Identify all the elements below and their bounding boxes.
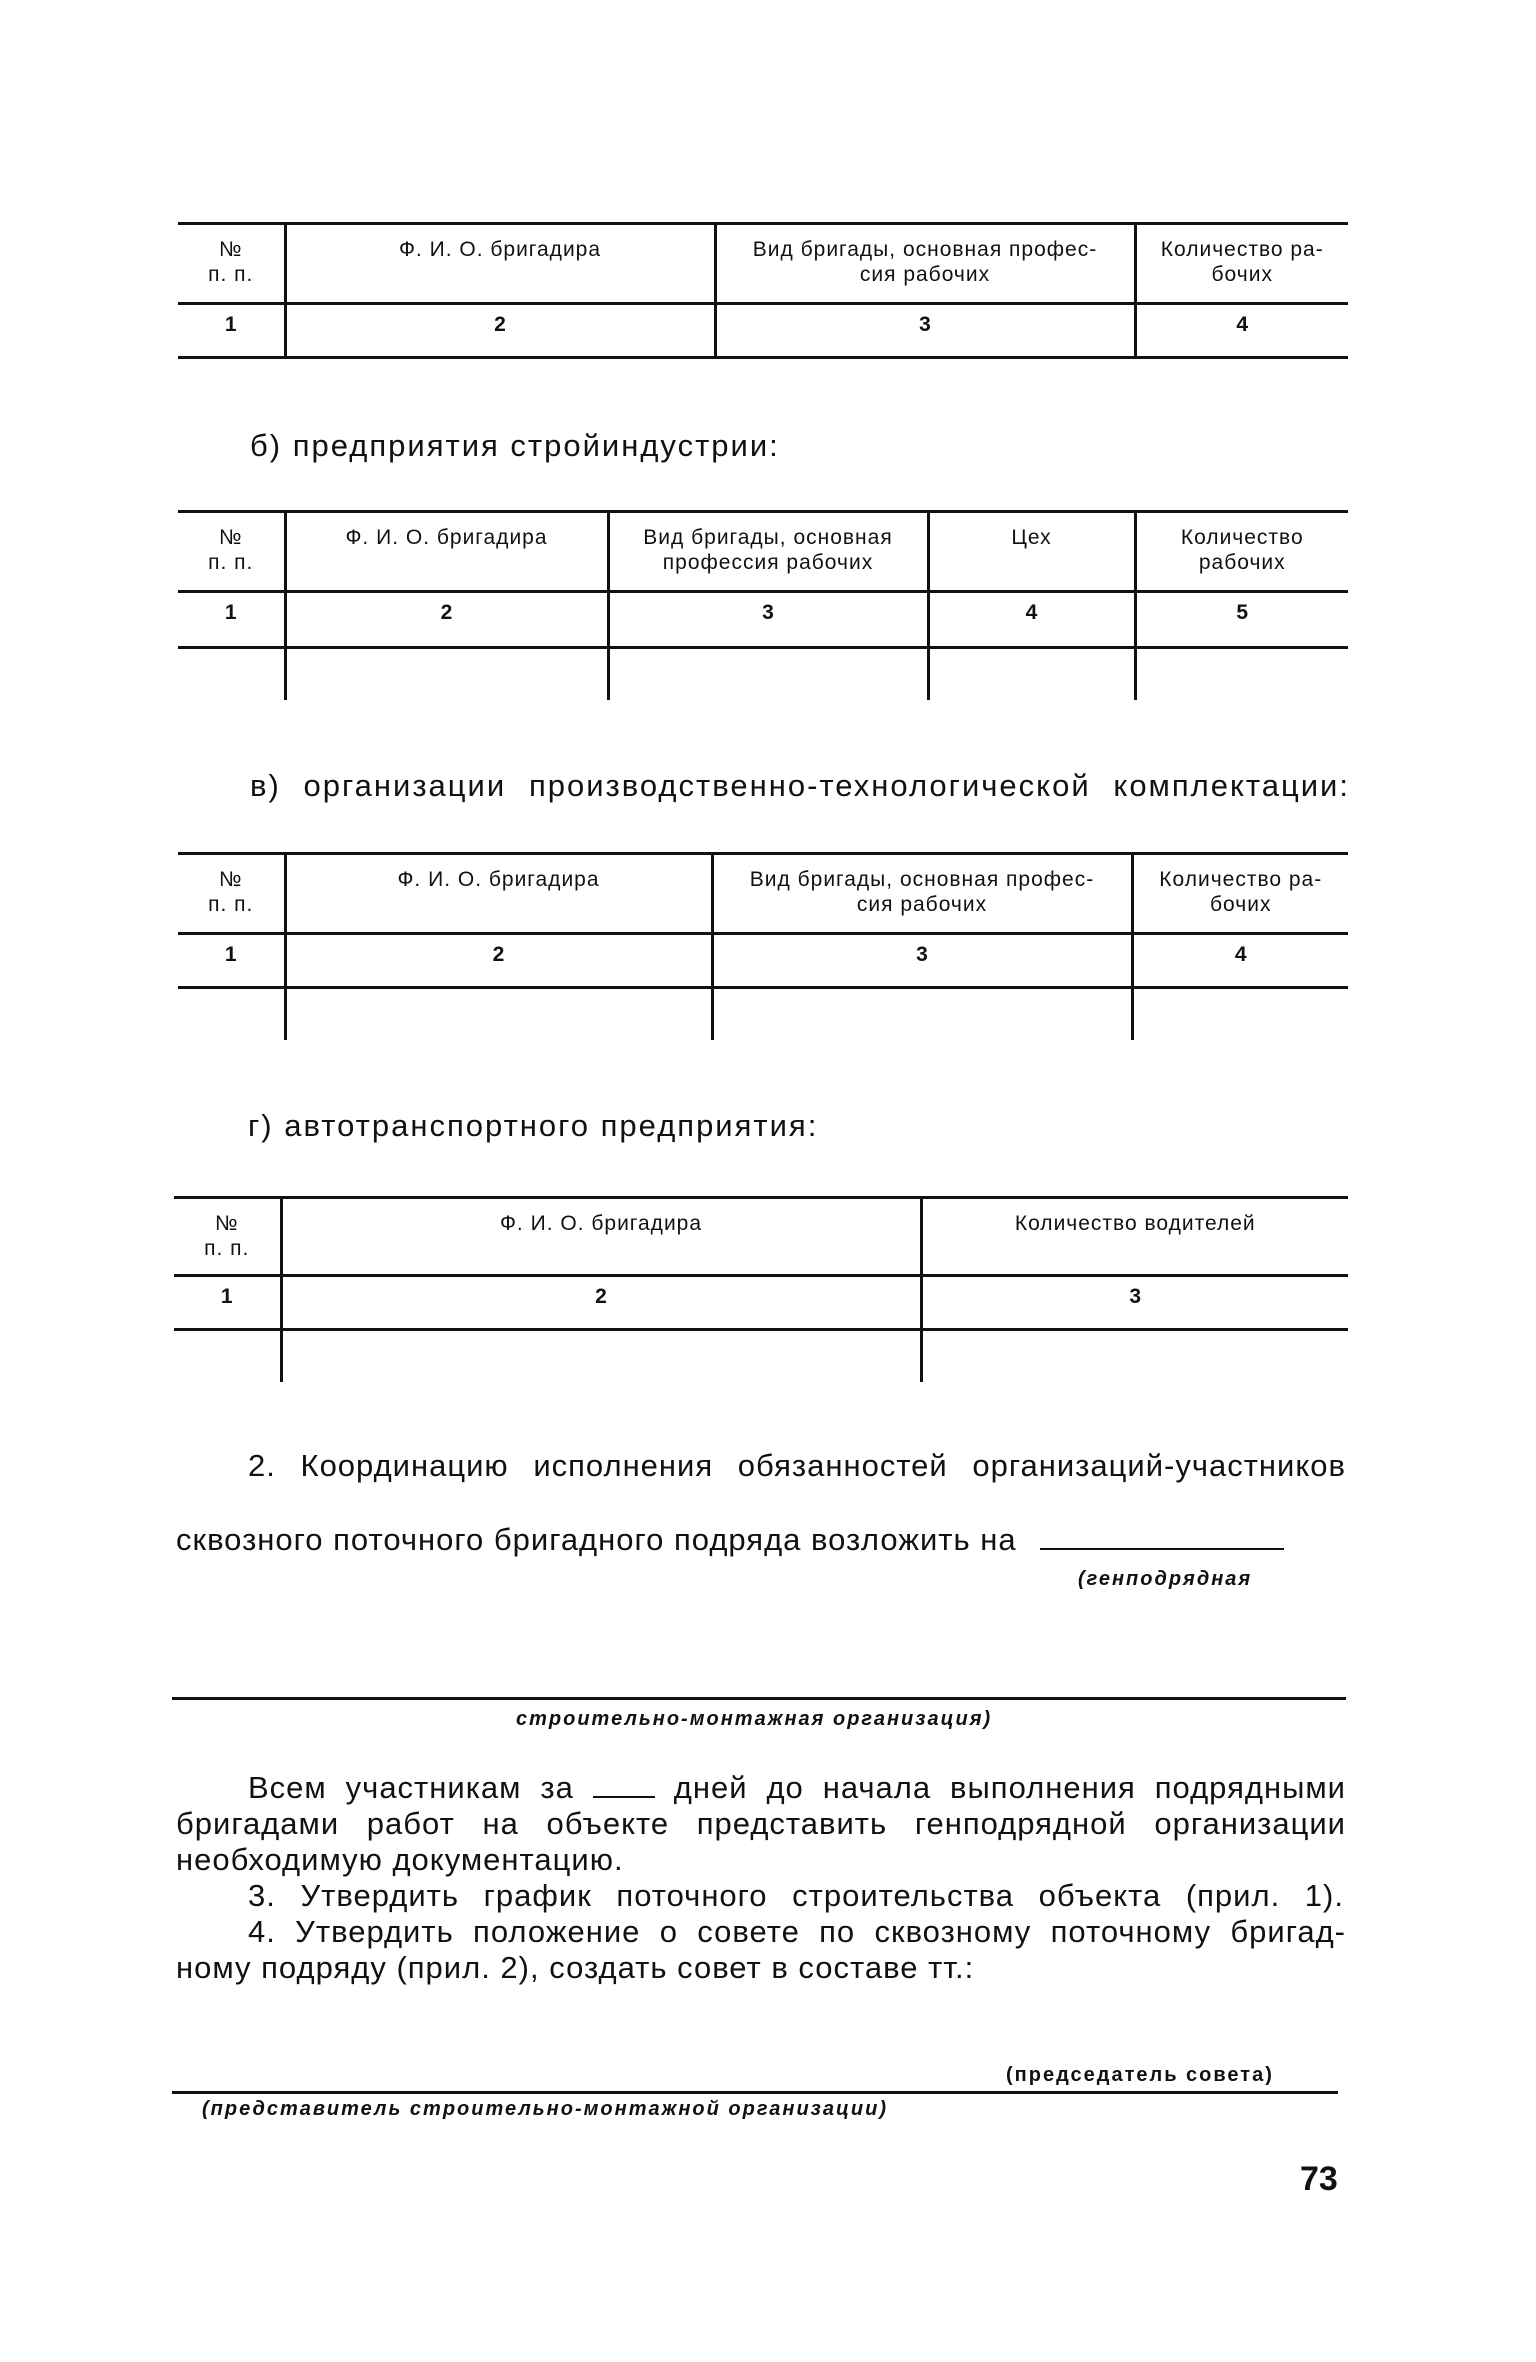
column-number: 1 — [224, 943, 237, 966]
column-number: 2 — [281, 1276, 921, 1330]
header-number: № п. п. — [208, 526, 254, 574]
item-3: 3. Утвердить график поточного строительства объекта (прил. 1). — [248, 1878, 1344, 1913]
header-foreman-name: Ф. И. О. бригадира — [285, 512, 608, 592]
participants-line1 — [248, 1770, 1346, 1806]
item-4-line1: 4. Утвердить положение о совете по сквозному поточному бригад- — [248, 1914, 1346, 1949]
header-number: № п. п. — [208, 238, 254, 286]
empty-cell — [178, 988, 285, 1040]
column-number: 1 — [224, 601, 237, 624]
column-number: 3 — [712, 934, 1132, 988]
empty-cell — [712, 988, 1132, 1040]
brigade-table-v — [178, 852, 1348, 1040]
signature-line — [172, 2091, 1338, 2094]
column-number: 3 — [921, 1276, 1348, 1330]
column-number: 1 — [220, 1285, 233, 1308]
brigade-table-g — [174, 1196, 1348, 1382]
participants-line3: необходимую документацию. — [176, 1842, 624, 1877]
column-number: 4 — [1135, 304, 1348, 358]
header-driver-count: Количество водителей — [921, 1198, 1348, 1276]
empty-cell — [174, 1330, 281, 1382]
coordination-paragraph-line1: 2. Координацию исполнения обязанностей организаций-участников — [248, 1448, 1346, 1483]
section-b-title: б) предприятия стройиндустрии: — [250, 428, 780, 463]
empty-cell — [1135, 648, 1348, 700]
empty-cell — [1132, 988, 1348, 1040]
empty-cell — [608, 648, 928, 700]
header-brigade-type: Вид бригады, основная профессия рабочих — [608, 512, 928, 592]
item-4-line2: ному подряду (прил. 2), создать совет в составе тт.: — [176, 1950, 975, 1985]
section-g-title: г) автотранспортного предприятия: — [248, 1108, 819, 1143]
column-number: 3 — [715, 304, 1135, 358]
column-number: 1 — [224, 313, 237, 336]
column-number: 2 — [285, 592, 608, 648]
blank-days — [593, 1795, 655, 1798]
participants-text-pre: Всем участникам за — [248, 1770, 574, 1805]
participants-text-post: дней до начала выполнения подрядными — [673, 1770, 1346, 1805]
header-number: № п. п. — [204, 1212, 250, 1260]
column-number: 2 — [285, 934, 712, 988]
brigade-table-a — [178, 222, 1348, 359]
empty-cell — [178, 648, 285, 700]
header-worker-count: Количество ра- бочих — [1132, 854, 1348, 934]
empty-cell — [921, 1330, 1348, 1382]
column-number: 4 — [928, 592, 1135, 648]
empty-cell — [928, 648, 1135, 700]
organization-line — [172, 1697, 1346, 1700]
caption-organization: строительно-монтажная организация) — [516, 1708, 993, 1730]
empty-cell — [285, 988, 712, 1040]
column-number: 2 — [285, 304, 715, 358]
header-brigade-type: Вид бригады, основная профес- сия рабочих — [715, 224, 1135, 304]
header-worker-count: Количество ра- бочих — [1135, 224, 1348, 304]
header-foreman-name: Ф. И. О. бригадира — [281, 1198, 921, 1276]
participants-line2: бригадами работ на объекте представить генподрядной организации — [176, 1806, 1346, 1841]
empty-cell — [285, 648, 608, 700]
header-worker-count: Количество рабочих — [1135, 512, 1348, 592]
header-workshop: Цех — [928, 512, 1135, 592]
blank-line — [1040, 1547, 1284, 1550]
coordination-text: сквозного поточного бригадного подряда возложить на — [176, 1522, 1017, 1557]
empty-cell — [281, 1330, 921, 1382]
caption-representative: (представитель строительно-монтажной организации) — [202, 2098, 889, 2120]
header-foreman-name: Ф. И. О. бригадира — [285, 854, 712, 934]
page-number: 73 — [1300, 2160, 1338, 2198]
section-v-title: в) организации производственно-технологической комплектации: — [250, 768, 1350, 803]
header-number: № п. п. — [208, 868, 254, 916]
column-number: 4 — [1132, 934, 1348, 988]
column-number: 5 — [1135, 592, 1348, 648]
header-brigade-type: Вид бригады, основная профес- сия рабочих — [712, 854, 1132, 934]
caption-chairman: (председатель совета) — [1006, 2064, 1274, 2086]
column-number: 3 — [608, 592, 928, 648]
coordination-paragraph-line2 — [176, 1522, 1284, 1558]
brigade-table-b — [178, 510, 1348, 700]
caption-general-contractor: (генподрядная — [1078, 1568, 1253, 1590]
header-foreman-name: Ф. И. О. бригадира — [285, 224, 715, 304]
